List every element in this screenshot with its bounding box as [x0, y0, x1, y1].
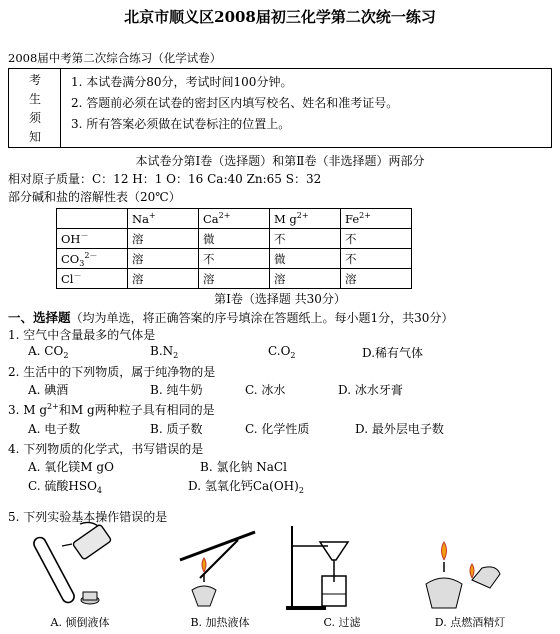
option-b: B. 氯化钠 NaCl	[200, 460, 287, 474]
question-stem: 1. 空气中含量最多的气体是	[8, 328, 156, 342]
option-a: A. 氧化镁M gO	[28, 460, 114, 474]
option-c: C. 硫酸$HSO_4$	[28, 479, 103, 495]
option-d: D. 冰水牙膏	[338, 383, 403, 397]
solubility-cell: 溶	[128, 249, 199, 269]
notice-box	[8, 68, 552, 148]
solubility-cell: 不	[341, 249, 412, 269]
page-title: 北京市顺义区2008届初三化学第二次统一练习	[124, 8, 436, 26]
option-d: D. 最外层电子数	[355, 422, 444, 436]
solubility-cell: 溶	[128, 229, 199, 249]
figure-heat-liquid	[160, 520, 280, 630]
figure-caption: B. 加热液体	[190, 616, 250, 629]
notice-item: 3. 所有答案必须做在试卷标注的位置上。	[71, 117, 291, 131]
table-row	[57, 209, 412, 229]
notice-label-char: 须	[28, 111, 41, 125]
option-d: D. 氢氧化钙$Ca(OH)_2$	[188, 479, 304, 495]
solubility-cell: 溶	[270, 269, 341, 289]
solubility-cell: 不	[199, 249, 270, 269]
cation-header: Na+	[128, 209, 199, 229]
alcohol-lamp-icon	[410, 520, 530, 612]
option-a: A. 碘酒	[28, 383, 69, 397]
option-c: C. 冰水	[245, 383, 286, 397]
exam-subtitle: 2008届中考第二次综合练习（化学试卷）	[8, 51, 222, 65]
cation-header: $Ca^{2+}$	[199, 209, 270, 229]
figure-caption: C. 过滤	[323, 616, 361, 629]
figure-caption: D. 点燃酒精灯	[434, 616, 506, 629]
notice-label	[9, 69, 61, 147]
option-b: $B.N_2$	[150, 344, 179, 360]
table-corner-cell	[57, 209, 128, 229]
option-d: D.稀有气体	[362, 346, 424, 360]
notice-label-char: 生	[28, 92, 41, 106]
parts-line: 本试卷分第Ⅰ卷（选择题）和第Ⅱ卷（非选择题）两部分	[135, 154, 425, 168]
solubility-cell: 不	[270, 229, 341, 249]
cation-header: M $g^{2+}$	[270, 209, 341, 229]
pouring-icon	[20, 520, 140, 612]
option-c: C. 化学性质	[245, 422, 310, 436]
table-row	[57, 229, 412, 249]
table-title: 部分碱和盐的溶解性表（20℃）	[8, 190, 181, 204]
anion-header: $CO_3^{2-}$	[57, 249, 128, 269]
figure-caption: A. 倾倒液体	[50, 616, 110, 629]
solubility-cell: 不	[341, 229, 412, 249]
notice-item: 2. 答题前必须在试卷的密封区内填写校名、姓名和准考证号。	[71, 96, 399, 110]
filter-funnel-icon	[282, 520, 402, 612]
heating-icon	[160, 520, 280, 612]
option-b: B. 纯牛奶	[150, 383, 203, 397]
solubility-cell: 溶	[128, 269, 199, 289]
table-row	[57, 249, 412, 269]
notice-label-char: 考	[28, 73, 41, 87]
notice-label-char: 知	[28, 130, 41, 144]
solubility-cell: 微	[270, 249, 341, 269]
solubility-cell: 微	[199, 229, 270, 249]
option-a: A. $CO_2$	[28, 344, 69, 360]
figure-filtering	[282, 520, 402, 630]
option-b: B. 质子数	[150, 422, 203, 436]
cation-header: $Fe^{2+}$	[341, 209, 412, 229]
solubility-table	[56, 208, 412, 289]
notice-item: 1. 本试卷满分80分，考试时间100分钟。	[71, 75, 293, 89]
question-stem: 3. M $g^{2+}$和M g两种粒子具有相同的是	[8, 402, 215, 417]
part-heading: 一、选择题（均为单选，将正确答案的序号填涂在答题纸上。每小题1分，共30分）	[8, 310, 454, 325]
anion-header: Cl－	[57, 269, 128, 289]
question-stem: 5. 下列实验基本操作错误的是	[8, 510, 168, 524]
question-stem: 2. 生活中的下列物质，属于纯净物的是	[8, 365, 216, 379]
option-c: $C.O_2$	[268, 344, 296, 360]
atomic-mass-line: 相对原子质量：C：12 H：1 O：16 Ca:40 Zn:65 S：32	[8, 172, 322, 186]
figure-pour-liquid	[20, 520, 140, 630]
experiment-figures	[20, 520, 550, 630]
question-stem: 4. 下列物质的化学式，书写错误的是	[8, 442, 204, 456]
table-row	[57, 269, 412, 289]
option-a: A. 电子数	[28, 422, 81, 436]
anion-header: OH－	[57, 229, 128, 249]
figure-light-lamp	[410, 520, 530, 630]
solubility-cell: 溶	[199, 269, 270, 289]
solubility-cell: 溶	[341, 269, 412, 289]
section-title: 第Ⅰ卷（选择题 共30分）	[214, 292, 346, 306]
